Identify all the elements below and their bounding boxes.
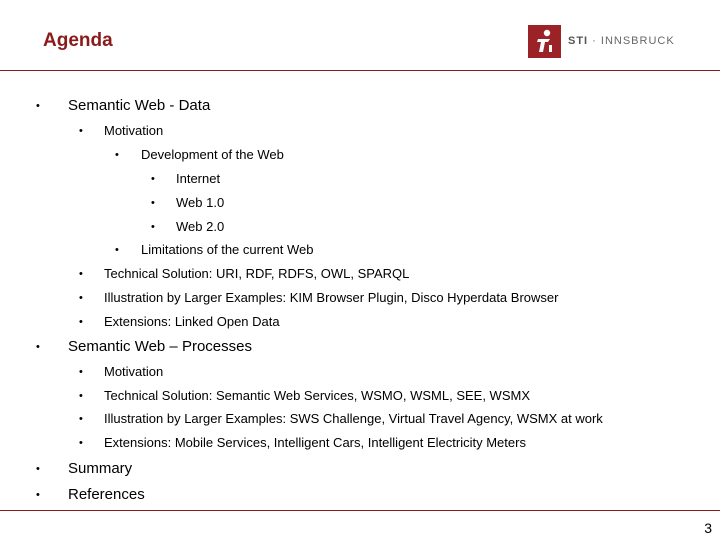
bullet-icon: • [79, 268, 83, 280]
agenda-item-text: Illustration by Larger Examples: SWS Challenge, Virtual Travel Agency, WSMX at work [104, 411, 603, 426]
logo-text [568, 35, 675, 47]
bullet-icon: • [36, 489, 40, 501]
sti-logo [528, 25, 678, 59]
page-number: 3 [704, 520, 712, 536]
agenda-item-text: Extensions: Linked Open Data [104, 314, 280, 329]
logo-place: INNSBRUCK [600, 35, 675, 47]
bullet-icon: • [79, 413, 83, 425]
footer-divider [0, 510, 720, 511]
bullet-icon: • [115, 149, 119, 161]
agenda-item-text: Semantic Web – Processes [68, 338, 252, 355]
agenda-item-text: Limitations of the current Web [141, 242, 314, 257]
bullet-icon: • [151, 221, 155, 233]
bullet-icon: • [79, 437, 83, 449]
agenda-item-text: Motivation [104, 364, 164, 379]
bullet-icon: • [115, 244, 119, 256]
bullet-icon: • [79, 316, 83, 328]
agenda-item-text: Web 2.0 [176, 219, 225, 234]
bullet-icon: • [36, 100, 40, 112]
bullet-icon: • [36, 341, 40, 353]
slide-title: Agenda [43, 30, 113, 51]
header-divider [0, 70, 720, 71]
logo-brand: STI [568, 35, 589, 47]
logo-separator: · [588, 35, 601, 47]
agenda-item-text: Semantic Web - Data [68, 97, 211, 114]
agenda-item-text: Development of the Web [141, 147, 284, 162]
bullet-icon: • [79, 366, 83, 378]
bullet-icon: • [79, 292, 83, 304]
bullet-icon: • [151, 173, 155, 185]
agenda-item-text: Extensions: Mobile Services, Intelligent Cars, Intelligent Electricity Meters [104, 435, 526, 450]
bullet-icon: • [79, 125, 83, 137]
bullet-icon: • [36, 463, 40, 475]
bullet-icon: • [79, 390, 83, 402]
agenda-item-text: References [68, 486, 145, 503]
agenda-item-text: Internet [176, 171, 221, 186]
agenda-item-text: Illustration by Larger Examples: KIM Browser Plugin, Disco Hyperdata Browser [104, 290, 559, 305]
agenda-item-text: Web 1.0 [176, 195, 225, 210]
agenda-item-text: Technical Solution: URI, RDF, RDFS, OWL, SPARQL [104, 266, 410, 281]
agenda-item-text: Summary [68, 460, 133, 477]
agenda-item-text: Technical Solution: Semantic Web Services, WSMO, WSML, SEE, WSMX [104, 388, 530, 403]
logo-mark-icon [528, 25, 561, 58]
bullet-icon: • [151, 197, 155, 209]
agenda-item-text: Motivation [104, 123, 164, 138]
